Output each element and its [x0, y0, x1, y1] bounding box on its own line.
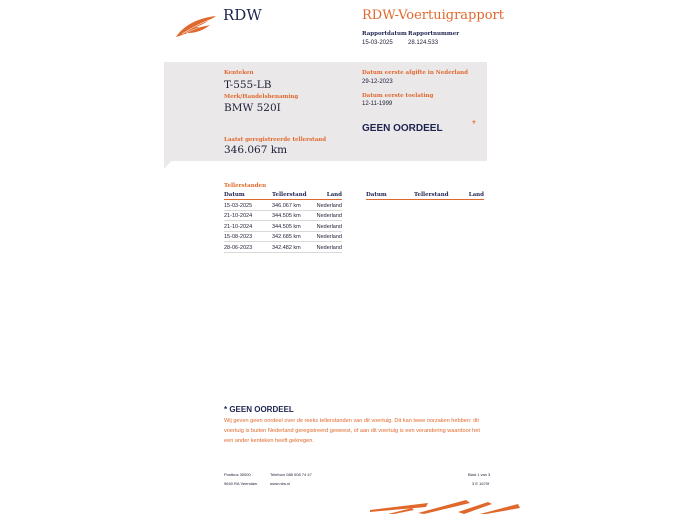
- footer-address: 9640 RA Veendam: [224, 481, 258, 486]
- row-date: 28-06-2023: [224, 242, 272, 253]
- col-country: Land: [314, 192, 342, 200]
- footer-postbus: Postbus 30000: [224, 472, 251, 477]
- brand-name: RDW: [223, 6, 262, 24]
- report-number: 28.124.533: [408, 40, 439, 46]
- table-row: [224, 221, 342, 232]
- odometer-table-right: [366, 192, 484, 200]
- col-date: Datum: [366, 192, 414, 200]
- row-odometer: 346.067 km: [272, 200, 314, 211]
- table-row: [224, 231, 342, 242]
- odometer-header-row: [224, 192, 342, 200]
- last-odometer-label: Laatst geregistreerde tellerstand: [224, 137, 327, 143]
- odometer-header-row: [366, 192, 484, 200]
- table-row: [224, 242, 342, 253]
- first-nl-value: 29-12-2023: [362, 79, 393, 85]
- decorative-swoosh-icon: [368, 498, 522, 514]
- odometer-table: [224, 192, 342, 253]
- verdict-asterisk: *: [472, 119, 476, 130]
- footer-web: www.rdw.nl: [270, 481, 291, 486]
- row-odometer: 344.505 km: [272, 210, 314, 221]
- report-date: 15-03-2025: [362, 40, 393, 46]
- table-row: [224, 200, 342, 211]
- col-odometer: Tellerstand: [414, 192, 456, 200]
- first-admission-label: Datum eerste toelating: [362, 93, 434, 99]
- rdw-logo-icon: [174, 15, 218, 39]
- plate-label: Kenteken: [224, 70, 254, 76]
- row-country: Nederland: [314, 231, 342, 242]
- first-nl-label: Datum eerste afgifte in Nederland: [362, 70, 469, 76]
- vehicle-summary-panel: [164, 62, 487, 161]
- row-odometer: 342.685 km: [272, 231, 314, 242]
- report-date-label: Rapportdatum: [362, 31, 407, 37]
- make-label: Merk/Handelsbenaming: [224, 94, 299, 100]
- first-admission-value: 12-11-1999: [362, 101, 393, 107]
- odometer-section-title: Tellerstanden: [224, 183, 267, 189]
- row-odometer: 342.482 km: [272, 242, 314, 253]
- row-date: 15-03-2025: [224, 200, 272, 211]
- row-date: 15-08-2023: [224, 231, 272, 242]
- note-title: * GEEN OORDEEL: [224, 405, 294, 414]
- verdict: GEEN OORDEEL: [362, 123, 443, 134]
- row-country: Nederland: [314, 200, 342, 211]
- row-odometer: 344.505 km: [272, 221, 314, 232]
- col-date: Datum: [224, 192, 272, 200]
- row-country: Nederland: [314, 221, 342, 232]
- table-row: [224, 210, 342, 221]
- row-country: Nederland: [314, 210, 342, 221]
- col-odometer: Tellerstand: [272, 192, 314, 200]
- plate-value: T-555-LB: [224, 79, 272, 91]
- row-date: 21-10-2024: [224, 221, 272, 232]
- make-value: BMW 520I: [224, 102, 281, 114]
- row-date: 21-10-2024: [224, 210, 272, 221]
- row-country: Nederland: [314, 242, 342, 253]
- last-odometer-value: 346.067 km: [224, 144, 288, 156]
- report-number-label: Rapportnummer: [408, 31, 460, 37]
- report-title: RDW-Voertuigrapport: [362, 8, 504, 23]
- footer-page: Blad 1 van 3: [468, 472, 491, 477]
- panel-tail: [164, 160, 172, 169]
- note-text: Wij geven geen oordeel over de reeks tellerstanden van dit voertuig. Dit kan twee oorzaken hebben: dit voertuig is buiten Nederland geregistreerd geweest, of aan dit voertuig is een verandering waardoor het een ander kenteken heeft gekregen.: [224, 418, 480, 444]
- footer-code: 3 E 1670f: [472, 481, 490, 486]
- col-country: Land: [456, 192, 484, 200]
- footer-phone: Telefoon 088 008 74 47: [270, 472, 312, 477]
